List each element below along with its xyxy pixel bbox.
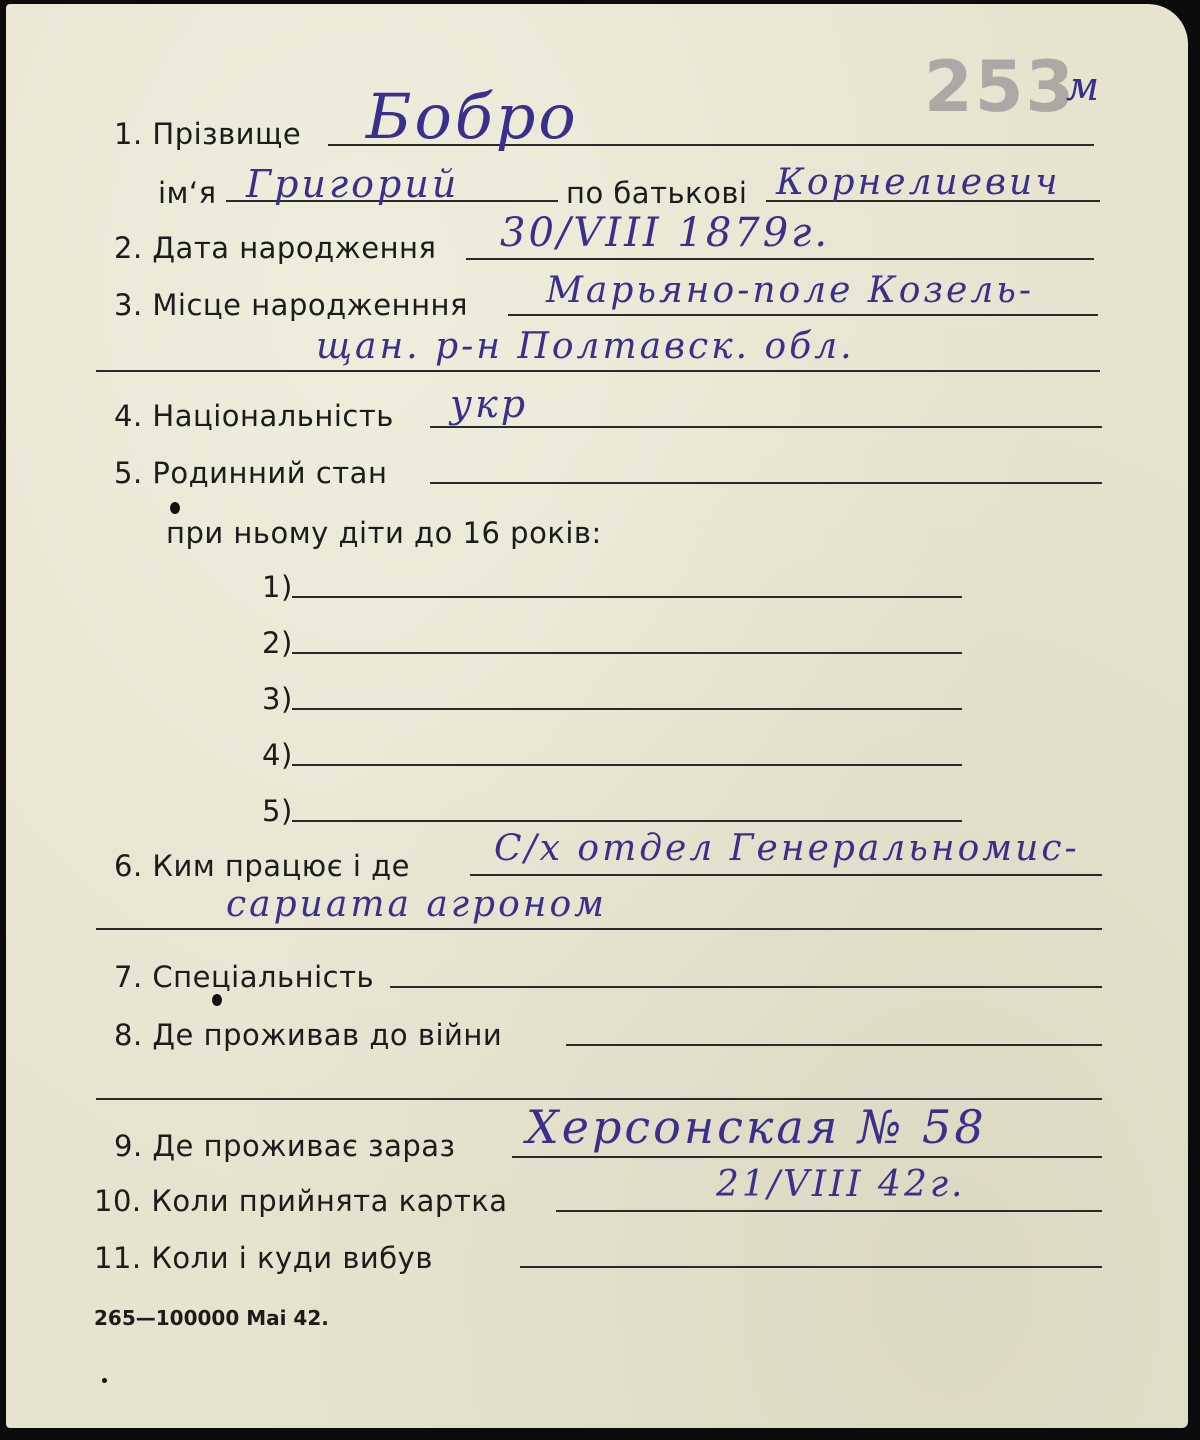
current-residence-label: 9. Де проживає зараз — [114, 1129, 456, 1163]
nationality-value[interactable]: укр — [450, 382, 529, 426]
first-name-label: ім‘я — [158, 176, 217, 210]
workplace-line-2 — [96, 928, 1102, 930]
card-accepted-label: 10. Коли прийнята картка — [94, 1184, 508, 1218]
punch-hole — [102, 1378, 107, 1383]
birth-place-label: 3. Місце народженння — [114, 288, 468, 322]
card-accepted-line — [556, 1210, 1102, 1212]
surname-label: 1. Прізвище — [114, 117, 302, 151]
child-4-line — [292, 764, 962, 766]
current-residence-line — [512, 1156, 1102, 1158]
birth-place-line — [508, 314, 1098, 316]
children-heading: при ньому діти до 16 років: — [166, 516, 602, 550]
punch-hole — [170, 502, 180, 514]
current-residence-value[interactable]: Херсонская № 58 — [526, 1100, 987, 1154]
print-code: 265—100000 Mai 42. — [94, 1306, 329, 1330]
child-4-label: 4) — [262, 738, 293, 772]
card-accepted-value[interactable]: 21/VIII 42г. — [716, 1164, 966, 1205]
workplace-label: 6. Ким працює і де — [114, 849, 411, 883]
nationality-line — [430, 426, 1102, 428]
stamp-suffix: м — [1066, 64, 1103, 110]
child-5-line — [292, 820, 962, 822]
child-1-line — [292, 596, 962, 598]
patronymic-value[interactable]: Корнелиевич — [776, 162, 1061, 203]
family-status-line — [430, 482, 1102, 484]
child-2-line — [292, 652, 962, 654]
prewar-residence-line — [566, 1044, 1102, 1046]
registration-card — [6, 4, 1188, 1428]
patronymic-label: по батькові — [566, 176, 748, 210]
child-1-label: 1) — [262, 570, 293, 604]
birth-date-label: 2. Дата народження — [114, 231, 437, 265]
child-3-label: 3) — [262, 682, 293, 716]
nationality-label: 4. Національність — [114, 399, 394, 433]
birth-place-line-2 — [96, 370, 1100, 372]
stamp-number: 253 — [924, 46, 1077, 128]
birth-date-line — [466, 258, 1094, 260]
specialty-label: 7. Спеціальність — [114, 960, 375, 994]
surname-value[interactable]: Бобро — [366, 80, 579, 153]
child-2-label: 2) — [262, 626, 293, 660]
child-3-line — [292, 708, 962, 710]
first-name-value[interactable]: Григорий — [246, 162, 460, 206]
birth-place-value-2[interactable]: щан. р-н Полтавск. обл. — [316, 326, 855, 367]
family-status-label: 5. Родинний стан — [114, 456, 388, 490]
child-5-label: 5) — [262, 794, 293, 828]
workplace-value[interactable]: С/х отдел Генеральномис- — [494, 828, 1080, 869]
specialty-line — [390, 986, 1102, 988]
workplace-line — [470, 874, 1102, 876]
birth-date-value[interactable]: 30/VIII 1879г. — [500, 210, 831, 256]
prewar-residence-label: 8. Де проживав до війни — [114, 1018, 503, 1052]
departure-line — [520, 1266, 1102, 1268]
birth-place-value[interactable]: Марьяно-поле Козель- — [546, 270, 1035, 311]
workplace-value-2[interactable]: сариата агроном — [226, 884, 607, 925]
punch-hole — [212, 994, 222, 1006]
departure-label: 11. Коли і куди вибув — [94, 1241, 433, 1275]
